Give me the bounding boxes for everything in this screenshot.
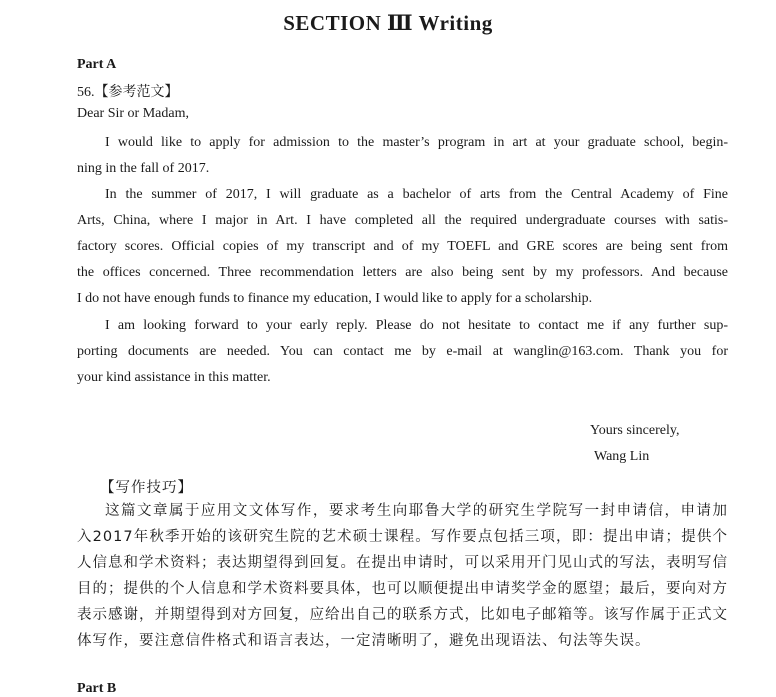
text-line: 人信息和学术资料；表达期望得到回复。在提出申请时，可以采用开门见山式的写法，表明写信: [77, 555, 728, 571]
question-label: 56.【参考范文】: [77, 85, 179, 100]
letter-paragraph-3: [77, 313, 728, 391]
salutation: Dear Sir or Madam,: [77, 106, 189, 121]
text-line: In the summer of 2017, I will graduate as a bachelor of arts from the Central Academy of Fine: [105, 187, 728, 202]
text-line: 这篇文章属于应用文文体写作，要求考生向耶鲁大学的研究生学院写一封申请信，申请加: [105, 503, 728, 519]
text-line: your kind assistance in this matter.: [77, 370, 271, 385]
text-line: the offices concerned. Three recommendation letters are also being sent by my professors. And because: [77, 265, 728, 280]
text-line: Arts, China, where I major in Art. I have completed all the required undergraduate courses with satis-: [77, 213, 728, 228]
signature: Wang Lin: [594, 449, 650, 464]
part-a-heading: Part A: [77, 57, 117, 72]
text-line: factory scores. Official copies of my transcript and of my TOEFL and GRE scores are being sent from: [77, 239, 728, 254]
tips-paragraph: [77, 498, 728, 654]
letter-paragraph-1: [77, 130, 728, 182]
letter-paragraph-2: [77, 182, 728, 312]
part-b-heading: Part B: [77, 681, 117, 696]
text-line: 目的；提供的个人信息和学术资料要具体，也可以顺便提出申请奖学金的愿望；最后，要向对方: [77, 581, 728, 597]
text-line: porting documents are needed. You can contact me by e-mail at wanglin@163.com. Thank you for: [77, 344, 728, 359]
text-line: 表示感谢，并期望得到对方回复，应给出自己的联系方式，比如电子邮箱等。该写作属于正式文: [77, 607, 728, 623]
text-line: 入2017年秋季开始的该研究生院的艺术硕士课程。写作要点包括三项，即：提出申请；提供个: [77, 529, 728, 545]
text-line: I am looking forward to your early reply. Please do not hesitate to contact me if any further sup-: [105, 318, 728, 333]
tips-heading: 【写作技巧】: [100, 480, 193, 496]
closing: Yours sincerely,: [590, 423, 680, 438]
section-title: SECTION Ⅲ Writing: [283, 11, 493, 35]
text-line: 体写作，要注意信件格式和语言表达，一定清晰明了，避免出现语法、句法等失误。: [77, 633, 651, 649]
text-line: ning in the fall of 2017.: [77, 161, 210, 176]
text-line: I would like to apply for admission to the master’s program in art at your graduate school, begin-: [105, 135, 728, 150]
text-line: I do not have enough funds to finance my education, I would like to apply for a scholarship.: [77, 291, 593, 306]
